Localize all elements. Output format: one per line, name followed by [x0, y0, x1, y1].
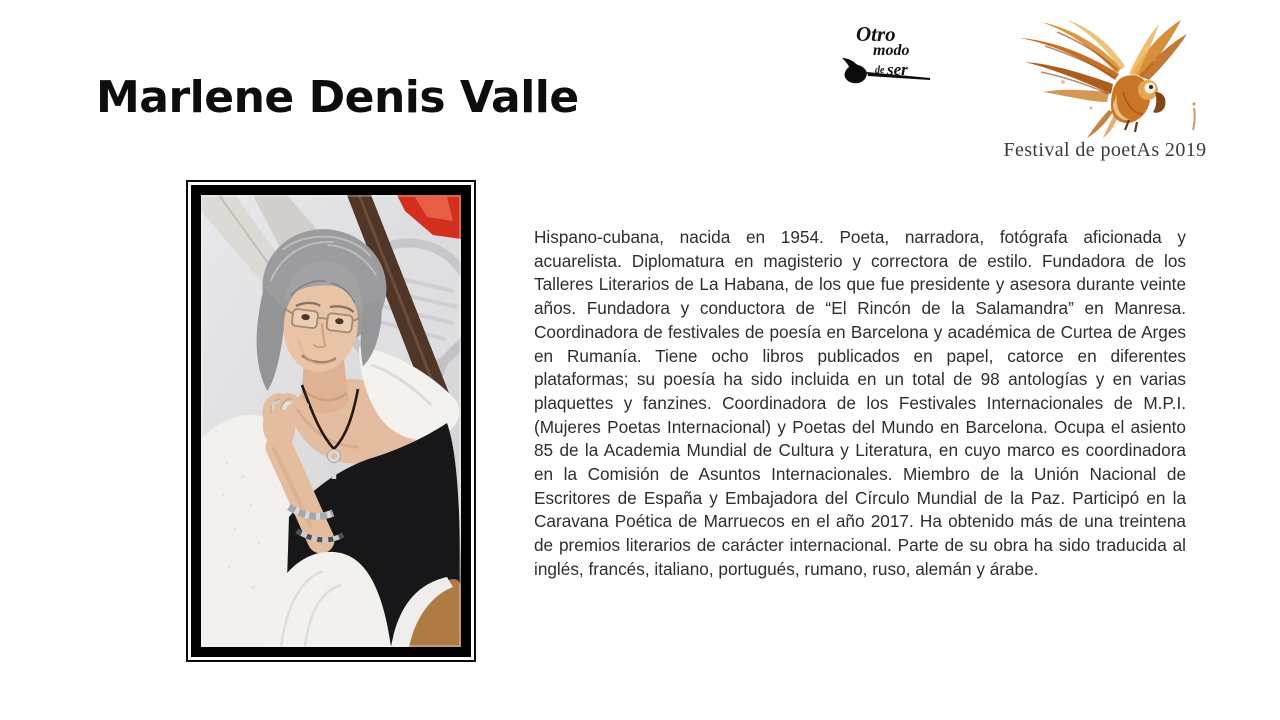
otro-logo-word-otro: Otro: [856, 22, 896, 46]
otro-modo-de-ser-logo: [842, 24, 944, 86]
otro-logo-word-ser: ser: [887, 60, 908, 79]
portrait-photo: [201, 195, 461, 647]
festival-caption: Festival de poetAs 2019: [1003, 139, 1207, 161]
otro-logo-word-de: de: [875, 65, 885, 76]
page-title: Marlene Denis Valle: [96, 72, 579, 123]
portrait-photo-frame: [186, 180, 476, 662]
otro-logo-word-modo: modo: [873, 42, 910, 59]
watercolor-eagle-icon: [1005, 16, 1205, 138]
festival-logo: [1000, 16, 1210, 162]
biography-text: Hispano-cubana, nacida en 1954. Poeta, narradora, fotógrafa aficionada y acuarelista. Diplomatura en magisterio y correctora de estilo. Fundadora de los Talleres Literarios de La Habana, de los que fue presidente y asesora durante veinte años. Fundadora y conductora de “El Rincón de la Salamandra” en Manresa. Coordinadora de festivales de poesía en Barcelona y académica de Curtea de Arges en Rumanía. Tiene ocho libros publicados en papel, catorce en diferentes plataformas; su poesía ha sido incluida en un total de 98 antologías y en varias plaquettes y fanzines. Coordinadora de los Festivales Internacionales de M.P.I. (Mujeres Poetas Internacional) y Poetas del Mundo en Barcelona. Ocupa el asiento 85 de la Academia Mundial de Cultura y Literatura, en cuyo marco es coordinadora en la Comisión de Asuntos Internacionales. Miembro de la Unión Nacional de Escritores de España y Embajadora del Círculo Mundial de la Paz. Participó en la Caravana Poética de Marruecos en el año 2017. Ha obtenido más de una treintena de premios literarios de carácter internacional. Parte de su obra ha sido traducida al inglés, francés, italiano, portugués, rumano, ruso, alemán y árabe.: [534, 227, 1186, 579]
portrait-photo-mat: [191, 185, 471, 657]
